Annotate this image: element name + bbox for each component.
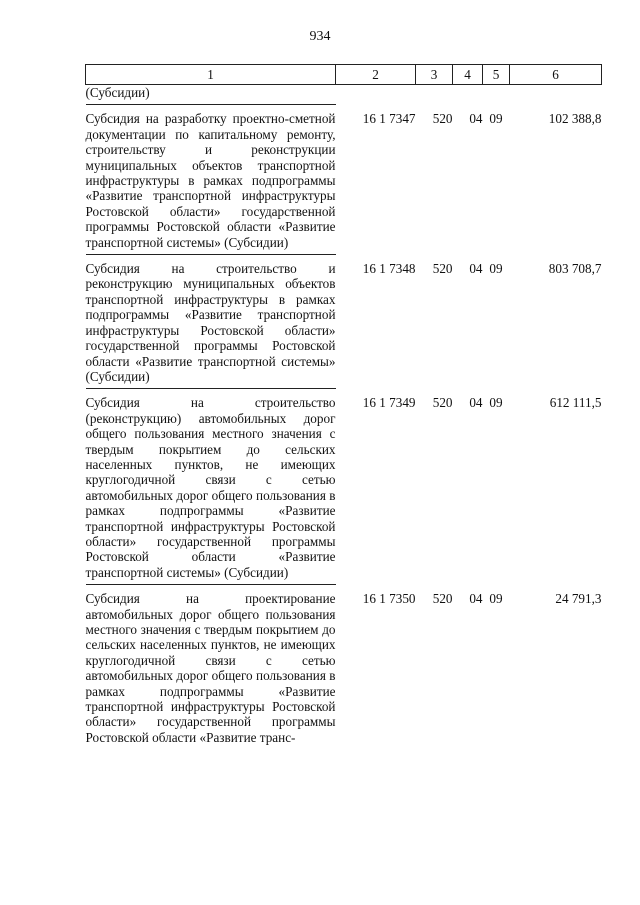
- row-expense-type: 520: [432, 394, 453, 410]
- table-row: [86, 255, 602, 389]
- header-col-6: 6: [510, 65, 602, 85]
- page-number: 934: [309, 29, 331, 44]
- row-amount: 803 708,7: [548, 260, 602, 276]
- row-section: 04: [469, 394, 483, 410]
- row-subsection: 09: [489, 394, 503, 410]
- row-subsection: 09: [489, 590, 503, 606]
- row-amount: 24 791,3: [555, 590, 602, 606]
- row-target-code: 16 1 7347: [362, 110, 416, 126]
- row-amount: 612 111,5: [549, 394, 602, 410]
- row-expense-type: 520: [432, 590, 453, 606]
- row-description: Субсидия на разработку проектно-сметной документации по капитальному ремонту, строительству и реконструкции муниципальных объектов транспортной инфраструктуры в рамках подпрограммы «Развитие транспортной инфраструктуры Ростовской области» государственной программы Ростовской области «Развитие транспортной системы» (Субсидии): [86, 105, 336, 255]
- row-expense-type: 520: [432, 260, 453, 276]
- table-header: [86, 65, 602, 85]
- row-target-code: 16 1 7350: [362, 590, 416, 606]
- row-description: Субсидия на строительство и реконструкцию муниципальных объектов транспортной инфраструктуры в рамках подпрограммы «Развитие транспортной инфраструктуры Ростовской области» государственной программы Ростовской области «Развитие транспортной системы» (Субсидии): [86, 255, 336, 389]
- table-row-continuation: [86, 85, 602, 105]
- row-target-code: 16 1 7349: [362, 394, 416, 410]
- row-description: Субсидия на проектирование автомобильных дорог общего пользования местного значения с твердым покрытием до сельских населенных пунктов, не имеющих круглогодичной связи с сетью автомобильных дорог общего пользования в рамках подпрограммы «Развитие транспортной инфраструктуры Ростовской области» государственной программы Ростовской области «Развитие транс-: [86, 585, 336, 750]
- header-row: [86, 65, 602, 85]
- table-row: [86, 389, 602, 585]
- row-subsection: 09: [489, 110, 503, 126]
- row-expense-type: 520: [432, 110, 453, 126]
- header-col-3: 3: [416, 65, 453, 85]
- row-section: 04: [469, 110, 483, 126]
- row-subsection: 09: [489, 260, 503, 276]
- row-section: 04: [469, 590, 483, 606]
- budget-table: [85, 64, 602, 749]
- row-description: Субсидия на строительство (реконструкцию) автомобильных дорог общего пользования местного значения с твердым покрытием до сельских населенных пунктов, не имеющих круглогодичной связи с сетью автомобильных дорог общего пользования в рамках подпрограммы «Развитие транспортной инфраструктуры Ростовской области» государственной программы Ростовской области «Развитие транспортной системы» (Субсидии): [86, 389, 336, 585]
- table-row: [86, 585, 602, 750]
- header-col-5: 5: [483, 65, 510, 85]
- row-section: 04: [469, 260, 483, 276]
- table-row: [86, 105, 602, 255]
- row-target-code: 16 1 7348: [362, 260, 416, 276]
- header-col-2: 2: [336, 65, 416, 85]
- continuation-text: (Субсидии): [85, 85, 150, 100]
- row-amount: 102 388,8: [548, 110, 602, 126]
- header-col-4: 4: [453, 65, 483, 85]
- header-col-1: 1: [86, 65, 336, 85]
